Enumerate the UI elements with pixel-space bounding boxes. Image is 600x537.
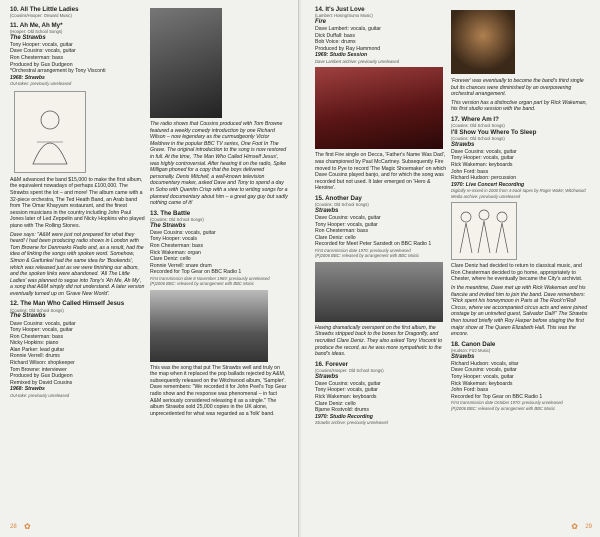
track-14-band: Fire (315, 18, 327, 25)
personnel-line: Tony Hooper: vocals, guitar (10, 41, 73, 48)
track-15-band: Strawbs (315, 207, 339, 214)
track-15-credit: (Cousins: Old School Songs) (315, 202, 369, 208)
personnel-line: Richard Wilson: shopkeeper (10, 360, 75, 367)
personnel-line: John Ford: bass (451, 168, 489, 175)
personnel-line: Produced by Ray Hammond (315, 45, 381, 52)
track-12-title: 12. The Man Who Called Himself Jesus (10, 300, 125, 308)
track-17-band: Strawbs (451, 141, 475, 148)
track-12-personnel (10, 321, 145, 387)
body-paragraph: This version has a distinctive organ part by Rick Wakeman, his first studio session with the band. (451, 99, 587, 113)
musician-portrait-image (451, 10, 515, 74)
personnel-line: Dave Cousins: vocals, guitar (451, 367, 517, 374)
track-18-copyright: (P)2006 BBC: released by arrangement with BBC Music (451, 405, 556, 411)
cartoon-figure-icon (15, 92, 85, 172)
track-15-note: First transmission date 1970: previously unreleased (315, 247, 411, 253)
body-paragraph: Clare Deniz had decided to return to classical music, and Ron Chesterman decided to go home, appropriately to Chester, where he eventually became the City's archivist. (451, 263, 583, 283)
personnel-line: Clare Deniz: cello (315, 234, 356, 241)
track-11-note: Out-takes: previously unreleased (10, 81, 72, 87)
personnel-line: Remixed by David Cousins (10, 379, 73, 386)
band-photo-image (150, 290, 268, 362)
track-12-source: 1968: Strawbs (10, 386, 45, 393)
track-17-note: Digitally re-mixed in 2000 from 4-track tapes by Roger Wake; Witchwood Media archive: previously unreleased (451, 188, 586, 199)
personnel-line: Ron Chesterman: bass (150, 242, 204, 249)
track-16-credit: (Cousins/Hooper: Old School Songs) (315, 368, 384, 374)
personnel-line: Dick Duffall: bass (315, 32, 355, 39)
track-13-credit: (Cousins: Old School Songs) (150, 217, 204, 223)
track-17-source: 1970: Live Concert Recording (451, 181, 525, 188)
track-16-source: 1970: Studio Recording (315, 413, 373, 420)
track-18-note: First transmission date October 1970: previously unreleased (451, 400, 563, 406)
personnel-line: John Ford: bass (451, 387, 489, 394)
track-18-title: 18. Canon Dale (451, 340, 496, 348)
personnel-line: Recorded for Meet Peter Sarstedt on BBC Radio 1 (315, 241, 432, 248)
strawbs-group-photo-image (315, 262, 443, 322)
track-18-personnel (451, 361, 589, 401)
track-15-personnel (315, 215, 447, 248)
personnel-line: Rick Wakeman: keyboards (451, 161, 513, 168)
body-paragraph: Dave says: "A&M were just not prepared for what they heard! I had been producing radio shows in London with Tom Browne for Danmarks Radio and, as a result, had the idea of linking the songs with spoken word. Somehow, Simon & Garfunkel had the same idea for 'Bookends', which was released just as we were finishing our album, and the spoken links were abandoned. 'All The Little Ladies' was planned to segue into Tony's 'Ah Me, Ah My', a song that A&M simply did not understand. A later version eventually turned up on 'Grave New World'. (10, 231, 145, 297)
right-column-a (315, 0, 447, 426)
personnel-line: Dave Cousins: vocals, guitar (451, 148, 517, 155)
track-15-copyright: (P)2006 BBC: released by arrangement with BBC Music (315, 253, 420, 259)
personnel-line: Tony Hooper: vocals, guitar (315, 221, 378, 228)
personnel-line: Dave Cousins: vocals, guitar (315, 380, 381, 387)
personnel-line: Rick Wakeman: keyboards (315, 393, 377, 400)
paw-icon: ✿ (24, 522, 31, 531)
page-number: 28 (10, 524, 17, 530)
track-11-personnel (10, 42, 145, 75)
track-14-source: 1969: Studio Session (315, 52, 368, 59)
track-14-credit: (Lambert: Hosing/Sumo Music) (315, 13, 373, 19)
track-12-band: The Strawbs (10, 313, 46, 320)
track-17-personnel (451, 149, 589, 182)
personnel-line: Rick Wakeman: organ (150, 249, 201, 256)
body-paragraph: This was the song that put The Strawbs well and truly on the map when it replaced the pop ballads rejected by A&M, subsequently released on the Witchwood album, 'Sampler'. Dave remembers: "We recorded it for John Peel's Top Gear radio show and the response was phenomenal – in fact A&M seriously considered releasing it as a single." The album Strawbs sold 25,000 copies in the UK alone, unprecedented for what was regarded as a 'folk' band. (150, 364, 287, 417)
personnel-line: Ron Chesterman: bass (315, 228, 369, 235)
body-paragraph: The first Fire single on Decca, 'Father's Name Was Dad', was championed by Paul McCartney. Subsequently Fire moved to Pye to record 'The Magic Shoemaker' on which Dave Cousins played banjo, and for which the song was recorded but not used. It later emerged on 'Hero & Heroine'. (315, 152, 447, 192)
personnel-line: Ronnie Verrell: snare drum (150, 262, 212, 269)
body-paragraph: 'Forever' was eventually to become the band's third single but its chances were diminished by an overpowering orchestral arrangement. (451, 78, 584, 98)
track-10-credit: (Cousins/Hooper: Onward Music) (10, 13, 72, 19)
personnel-line: Produced by Gus Dudgeon (10, 373, 73, 380)
body-paragraph: A&M advanced the band $15,000 to make the first album, the equivalent nowadays of perhaps £100,000. The Strawbs spent the lot – and more! The album came with a 32-piece orchestra, The Ted Heath Band, an Arab band from The Omar Khayyam restaurant, and the finest session musicians in the country including John Paul Jones later of Led Zeppelin and Nicky Hopkins who played piano with The Rolling Stones. (10, 176, 145, 229)
track-10-title: 10. All The Little Ladies (10, 6, 79, 13)
right-column-b (451, 0, 589, 411)
left-column-a (10, 0, 145, 398)
left-page (0, 0, 299, 537)
personnel-line: Ron Chesterman: bass (10, 333, 64, 340)
track-17-title: 17. Where Am I? (451, 115, 499, 123)
cartoon-figures-icon (452, 203, 516, 259)
track-12-credit: (Cousins: Old School Songs) (10, 307, 64, 313)
track-13-copyright: (P)2006 BBC: released by arrangement with BBC Music (150, 281, 255, 287)
personnel-line: Dave Cousins: vocals, guitar (150, 229, 216, 236)
personnel-line: Richard Hudson: vocals, sitar (451, 360, 519, 367)
paw-icon: ✿ (571, 522, 578, 531)
personnel-line: Alan Parker: lead guitar (10, 346, 65, 353)
track-11-credit: (Hooper: Old School Songs) (10, 29, 63, 35)
personnel-line: Dave Lambert: vocals, guitar (315, 26, 382, 33)
track-14-personnel (315, 26, 447, 52)
track-16-note: Strawbs archive: previously unreleased (315, 420, 388, 426)
left-column-b (150, 0, 288, 419)
track-13-band: The Strawbs (150, 222, 186, 229)
personnel-line: Dave Cousins: vocals, guitar (10, 320, 76, 327)
personnel-line: Dave Cousins: vocals, guitar (10, 48, 76, 55)
personnel-line: Bjarne Rostvold: drums (315, 407, 369, 414)
personnel-line: Tony Hooper: vocals, guitar (315, 387, 378, 394)
right-page (301, 0, 600, 537)
track-11-band: The Strawbs (10, 34, 46, 41)
body-paragraph: Having dramatically overspent on the first album, the Strawbs stripped back to the bones for Dragonfly, and recruited Clare Deniz. They also asked Tony Visconti to produce the record, as he was more sympathetic to the band's ideas. (315, 324, 443, 358)
personnel-line: Recorded for Top Gear on BBC Radio 1 (451, 393, 543, 400)
track-11-source: 1968: Strawbs (10, 74, 45, 81)
personnel-line: Bob Voice: drums (315, 39, 356, 46)
track-12-note: Out-take: previously unreleased (10, 393, 70, 399)
personnel-line: Clare Deniz: cello (150, 256, 191, 263)
personnel-line: Recorded for Top Gear on BBC Radio 1 (150, 269, 242, 276)
track-13-note: First transmission date 8 November 1969: previously unreleased (150, 275, 270, 281)
personnel-line: Ron Chesterman: bass (10, 55, 64, 62)
personnel-line: Tony Hooper: vocals (150, 236, 197, 243)
personnel-line: Produced by Gus Dudgeon (10, 61, 73, 68)
track-13-personnel (150, 230, 288, 276)
track-13-title: 13. The Battle (150, 209, 191, 217)
body-paragraph: The radio shows that Cousins produced with Tom Browne featured a weekly comedy introduction by one Richard Wilson – now legendary as the curmudgeonly Victor Meldrew in the popular BBC TV series, One Foot In The Grave. The original introduction to the song is now restored in full. At the time, 'The Man Who Called Himself Jesus', was highly controversial. After hearing it on the radio, Spike Milligan phoned for a copy that the boys delivered personally. Denis Mitchell, a well-known television documentary maker, asked Dave and Tony to spend a day in Soho with Quentin Crisp with a view to writing songs for a planned documentary about him – a great gay guy but sadly nothing came of it! (150, 121, 288, 207)
personnel-line: Rick Wakeman: keyboards (451, 380, 513, 387)
track-17b-title: I'll Show You Where To Sleep (451, 128, 537, 136)
track-11-title: 11. Ah Me, Ah My* (10, 21, 63, 29)
track-14-note: Dave Lambert archive: previously unreleased (315, 58, 400, 64)
track-18-credit: (Hudson: Fizz Music) (451, 348, 491, 354)
track-16-band: Strawbs (315, 373, 339, 380)
personnel-line: Richard Hudson: percussion (451, 175, 517, 182)
track-16-personnel (315, 381, 447, 414)
page-number: 29 (585, 524, 592, 530)
personnel-line: Clare Deniz: cello (315, 400, 356, 407)
cartoon-band-image (451, 202, 517, 260)
fire-band-photo-image (315, 67, 443, 149)
track-17-credit: (Cousins: Old School Songs) (451, 123, 505, 129)
track-18-band: Strawbs (451, 353, 475, 360)
personnel-line: *Orchestral arrangement by Tony Visconti (10, 68, 106, 75)
personnel-line: Tony Hooper: vocals, guitar (451, 155, 514, 162)
album-cover-image (150, 8, 222, 118)
personnel-line: Ronnie Verrell: drums (10, 353, 60, 360)
personnel-line: Dave Cousins: vocals, guitar (315, 214, 381, 221)
track-15-title: 15. Another Day (315, 194, 362, 202)
personnel-line: Tony Hooper: vocals, guitar (451, 373, 514, 380)
strawbs-cartoon-image (14, 91, 86, 173)
body-paragraph: In the meantime, Dave met up with Rick Wakeman and his fiancée and invited him to join the band. Dave remembers: "Rick spent his honeymoon in Paris at The Rock'n'Roll Circus, where we accompanied circus acts and were joined onstage by an uninvited guest, Salvador Dali!" The Strawbs then toured briefly with Roy Harper before staging the first major show at The Queen Elizabeth Hall. This was the encore. (451, 284, 588, 338)
personnel-line: Nicky Hopkins: piano (10, 340, 59, 347)
track-16-title: 16. Forever (315, 360, 349, 368)
personnel-line: Tom Browne: interviewer (10, 366, 67, 373)
personnel-line: Tony Hooper: vocals, guitar (10, 327, 73, 334)
track-14-title: 14. It's Just Love (315, 6, 365, 13)
track-17b-credit: (Cousins: Old School Songs) (451, 136, 505, 142)
